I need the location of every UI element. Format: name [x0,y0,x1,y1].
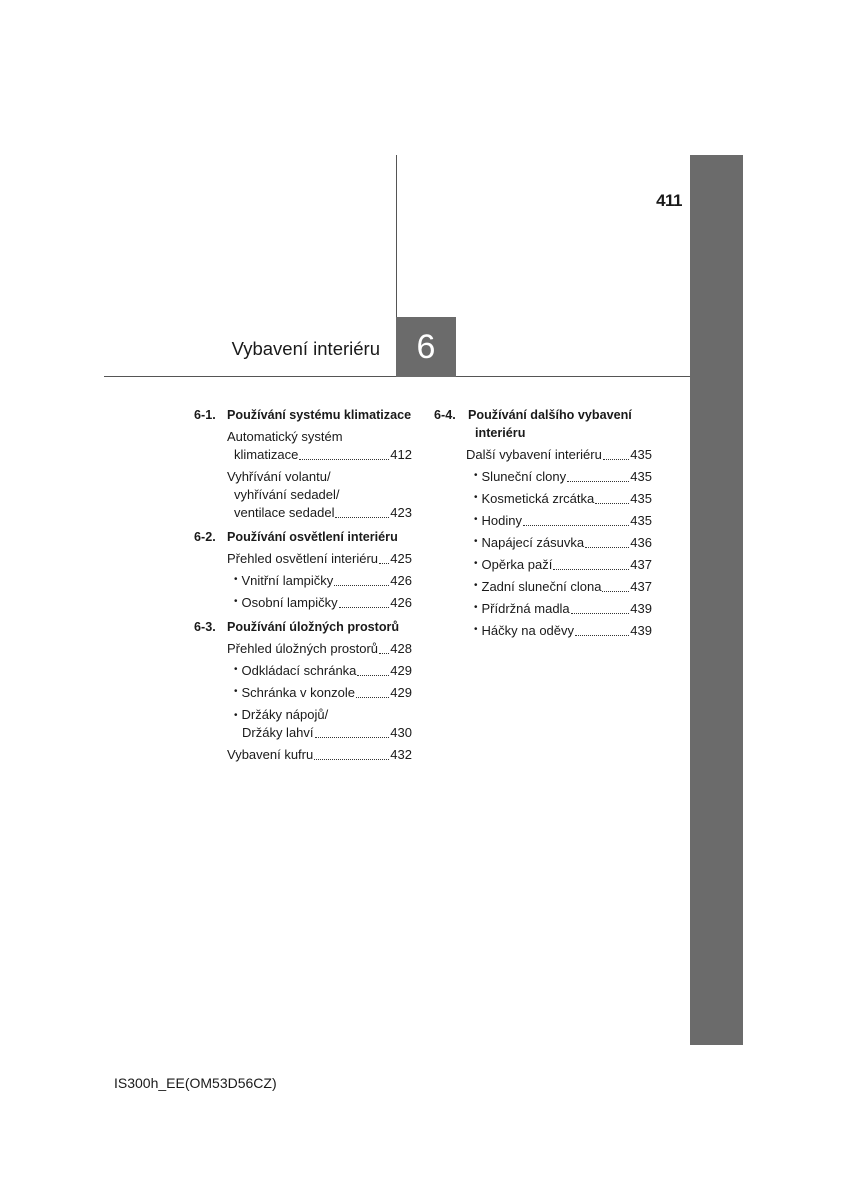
toc-entry-label: Držáky nápojů/ [241,707,329,722]
toc-entry-page: 435 [630,513,652,528]
section-6-1-heading [194,406,424,424]
leader-dots [299,459,389,460]
toc-entry-label: Osobní lampičky [241,595,338,610]
leader-dots [585,547,629,548]
section-6-4-heading [434,406,664,442]
toc-entry[interactable] [474,534,652,552]
toc-entry-page: 439 [630,623,652,638]
section-title: Používání dalšího vybavení [468,408,632,422]
leader-dots [575,635,629,636]
chapter-number-box [396,317,456,377]
leader-dots [334,585,389,586]
toc-entry[interactable] [474,512,652,530]
toc-entry[interactable] [466,446,652,464]
section-number: 6-2. [194,530,216,544]
toc-entry-label: Opěrka paží [481,557,553,572]
section-title: Používání úložných prostorů [227,620,400,634]
bullet-icon: • [474,558,478,569]
bullet-icon: • [474,624,478,635]
footer-model-code: IS300h_EE(OM53D56CZ) [114,1075,277,1091]
toc-entry-label: Napájecí zásuvka [481,535,585,550]
toc-entry[interactable] [227,640,412,658]
section-6-2-heading [194,528,424,546]
leader-dots [315,737,390,738]
toc-entry-page: 425 [390,551,412,566]
toc-entry-label: Schránka v konzole [241,685,355,700]
toc-entry[interactable] [474,468,652,486]
bullet-icon: • [474,492,478,503]
leader-dots [567,481,629,482]
toc-entry[interactable] [474,556,652,574]
toc-entry-page: 429 [390,685,412,700]
toc-entry-page: 439 [630,601,652,616]
bullet-icon: • [474,536,478,547]
toc-entry-page: 412 [390,447,412,462]
toc-entry[interactable] [227,746,412,764]
toc-entry-label: Odkládací schránka [241,663,357,678]
toc-entry-page: 435 [630,469,652,484]
bullet-icon: • [234,710,238,721]
toc-entry[interactable] [234,662,412,680]
toc-entry-label: Vnitřní lampičky [241,573,334,588]
toc-entry[interactable] [234,594,412,612]
toc-entry-label: Držáky lahví [242,725,314,740]
toc-entry-page: 437 [630,579,652,594]
toc-entry-page: 436 [630,535,652,550]
section-number: 6-4. [434,408,456,422]
chapter-side-tab [690,155,743,1045]
toc-entry-label: Přehled osvětlení interiéru [227,551,379,566]
toc-entry[interactable] [474,490,652,508]
toc-entry-label: ventilace sedadel [234,505,335,520]
toc-entry-page: 432 [390,747,412,762]
toc-entry-page: 426 [390,595,412,610]
toc-entry[interactable] [234,504,412,522]
toc-entry-page: 435 [630,491,652,506]
leader-dots [603,459,629,460]
toc-entry[interactable] [242,724,412,742]
toc-entry-label: Sluneční clony [481,469,567,484]
bullet-icon: • [234,664,238,675]
leader-dots [335,517,389,518]
toc-entry-text: vyhřívání sedadel/ [234,487,340,502]
section-number: 6-1. [194,408,216,422]
toc-entry-label: Háčky na oděvy [481,623,575,638]
leader-dots [379,653,389,654]
toc-entry-page: 430 [390,725,412,740]
section-title: interiéru [475,426,526,440]
bullet-icon: • [474,470,478,481]
toc-entry-label: Zadní sluneční clona [481,579,602,594]
toc-entry[interactable] [234,572,412,590]
toc-entry[interactable] [227,550,412,568]
toc-entry-label: Hodiny [481,513,522,528]
leader-dots [571,613,630,614]
toc-entry-page: 428 [390,641,412,656]
leader-dots [357,675,389,676]
toc-entry-text: Vyhřívání volantu/ [227,469,331,484]
toc-entry-label: Přehled úložných prostorů [227,641,379,656]
toc-entry[interactable] [234,446,412,464]
leader-dots [314,759,389,760]
bullet-icon: • [234,596,238,607]
bullet-icon: • [474,580,478,591]
toc-entry-page: 429 [390,663,412,678]
section-title: Používání osvětlení interiéru [227,530,398,544]
section-6-3-heading [194,618,424,636]
chapter-title: Vybavení interiéru [231,338,380,359]
leader-dots [379,563,389,564]
toc-entry[interactable] [474,622,652,640]
toc-entry-page: 426 [390,573,412,588]
toc-entry-label: Vybavení kufru [227,747,314,762]
toc-entry[interactable] [474,600,652,618]
bullet-icon: • [474,514,478,525]
toc-entry-page: 423 [390,505,412,520]
leader-dots [523,525,629,526]
section-number: 6-3. [194,620,216,634]
toc-entry-label: Další vybavení interiéru [466,447,602,462]
leader-dots [553,569,629,570]
toc-entry-text: Automatický systém [227,429,343,444]
page-number: 411 [656,191,682,210]
leader-dots [339,607,390,608]
leader-dots [356,697,389,698]
bullet-icon: • [474,602,478,613]
toc-entry[interactable] [234,684,412,702]
toc-entry-label: Kosmetická zrcátka [481,491,595,506]
section-title: Používání systému klimatizace [227,408,412,422]
toc-entry-label: Přídržná madla [481,601,570,616]
toc-entry-page: 435 [630,447,652,462]
leader-dots [602,591,629,592]
chapter-number: 6 [416,328,436,366]
bullet-icon: • [234,686,238,697]
toc-entry[interactable] [474,578,652,596]
toc-entry-text [234,706,328,726]
bullet-icon: • [234,574,238,585]
leader-dots [595,503,629,504]
toc-entry-label: klimatizace [234,447,299,462]
toc-entry-page: 437 [630,557,652,572]
